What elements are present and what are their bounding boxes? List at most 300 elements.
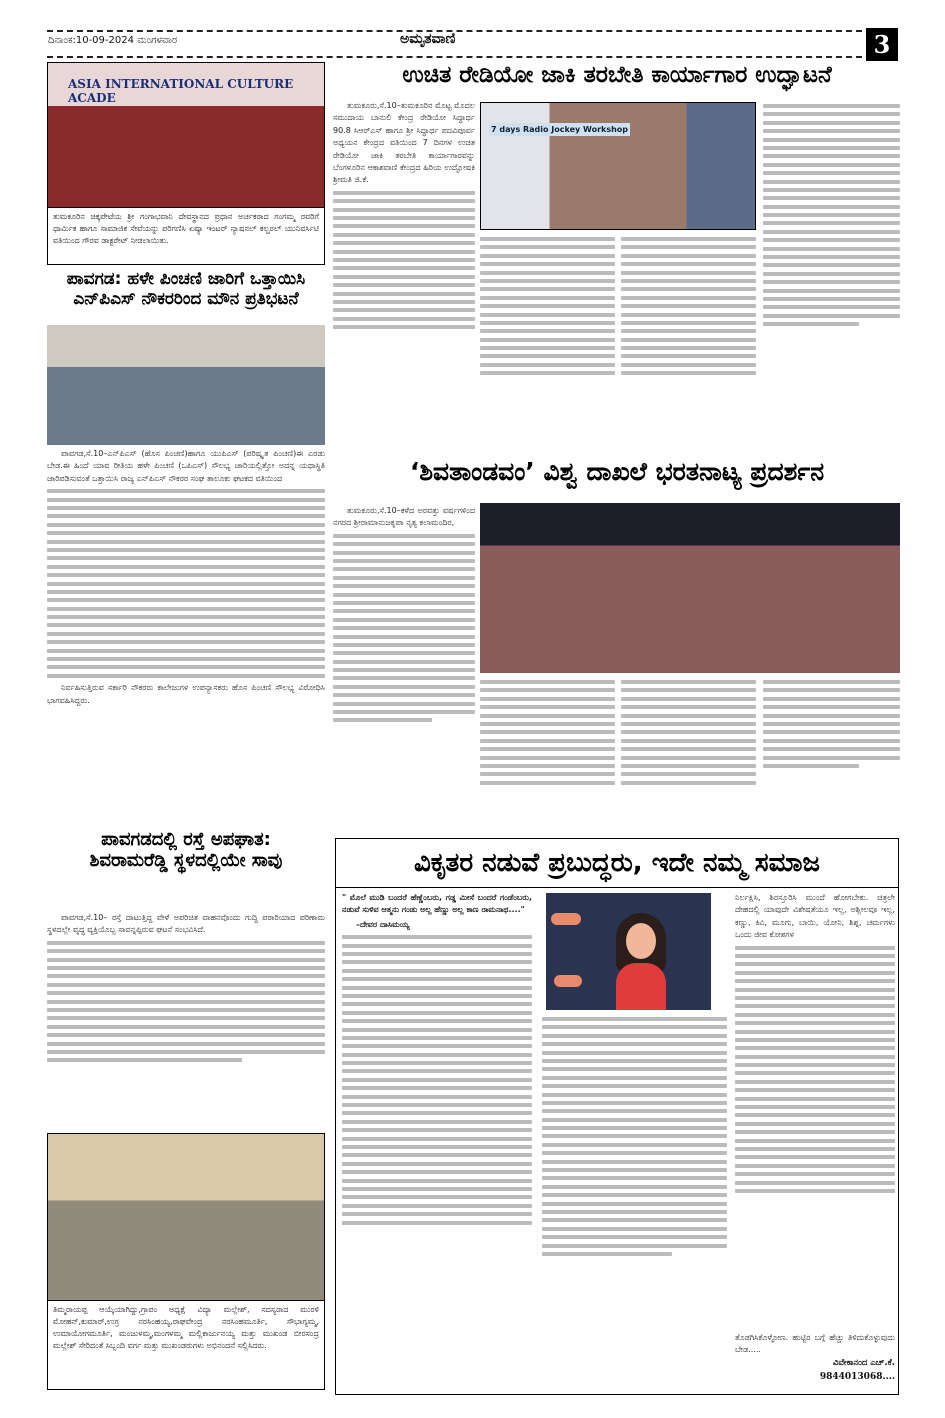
unread-text-line [333, 718, 432, 722]
unread-text-line [333, 609, 475, 613]
unread-text-line [342, 1036, 532, 1040]
unread-text-line [735, 1038, 895, 1042]
unread-text-line [333, 618, 475, 622]
unread-text-line [763, 272, 900, 276]
woman-face-shape [626, 923, 656, 959]
dance-performance-photo [480, 503, 900, 673]
accident-headline [45, 830, 327, 871]
unread-text-line [621, 329, 756, 333]
unread-text-line [333, 191, 475, 195]
paper-name: ಅಮೃತವಾಣಿ [400, 31, 456, 47]
unread-text-line [333, 216, 475, 220]
unread-text-line [333, 643, 475, 647]
unread-text-line [480, 346, 615, 350]
unread-text-line [763, 747, 900, 751]
unread-text-line [763, 247, 900, 251]
unread-text-line [542, 1227, 727, 1231]
unread-text-line [621, 781, 756, 785]
unread-text-line [480, 262, 615, 266]
unread-text-line [47, 632, 325, 636]
unread-text-line [763, 180, 900, 184]
unread-text-line [47, 548, 325, 552]
dance-article-col4 [763, 676, 900, 836]
unread-text-line [621, 321, 756, 325]
unread-text-line [542, 1134, 727, 1138]
unread-text-line [333, 241, 475, 245]
unread-text-line [480, 371, 615, 375]
unread-text-line [763, 146, 900, 150]
unread-text-line [542, 1051, 727, 1055]
unread-text-line [342, 977, 532, 981]
nps-body-lead: ಪಾವಗಡ,ಸೆ.10–ಎನ್‌ಪಿಎಸ್ (ಹೊಸ ಪಿಂಚಣಿ)ಹಾಗೂ ಯುಪಿಎಸ್ (ಪರಿಷ್ಕೃತ ಪಿಂಚಣಿ)ಈ ಎರಡು ಬೇಡ.ಈ ಹಿಂದೆ ಯಾವ ರೀತಿಯ ಹಳೇ ಪಿಂಚಣಿ (ಒಪಿಎಸ್) ಸೌಲಭ್ಯ ಜಾರಿಯಲ್ಲಿತ್ತೋ ಅದನ್ನ ಯಥಾಸ್ಥಿತಿ ಜಾರಿಪಡಿಸುವಂತೆ ಒತ್ತಾಯಿಸಿ ರಾಜ್ಯ ಎನ್‌ಪಿಎಸ್ ನೌಕರರ ಸಂಘ ತಾಲೂಕು ಘಟಕದ ವತಿಯಿಂದ [47, 449, 325, 483]
unread-text-line [47, 983, 325, 987]
unread-text-line [735, 1030, 895, 1034]
unread-text-line [47, 657, 325, 661]
radio-workshop-photo [480, 102, 756, 230]
doctorate-caption: ತುಮಕೂರಿನ ಚಿಕ್ಕಪೇಟೆಯ ಶ್ರೀ ಗಂಗಾಭವಾನಿ ದೇವಸ್ಥಾನದ ಪ್ರಧಾನ ಅರ್ಚಕರಾದ ಗಂಗಮ್ಮ ರವರಿಗೆ ಧಾರ್ಮಿಕ ಹಾಗೂ ಸಾಮಾಜಿಕ ಸೇವೆಯನ್ನು ಪರಿಗಣಿಸಿ ಏಷ್ಯಾ ಇಂಟರ್ ನ್ಯಾಷನಲ್ ಕಲ್ಚರಲ್ ಯುನಿವರ್ಸಿಟಿ ವತಿಯಿಂದ ಗೌರವ ಡಾಕ್ಟರೇಟ್ ನೀಡಲಾಯಿತು. [47, 207, 325, 265]
unread-text-line [763, 213, 900, 217]
unread-text-line [542, 1034, 727, 1038]
unread-text-line [342, 1221, 532, 1225]
unread-text-line [342, 986, 532, 990]
unread-text-line [621, 304, 756, 308]
unread-text-line [542, 1042, 727, 1046]
unread-text-line [735, 954, 895, 958]
unread-text-line [763, 680, 900, 684]
unread-text-line [480, 354, 615, 358]
unread-text-line [342, 1204, 532, 1208]
unread-text-line [542, 1202, 727, 1206]
unread-text-line [47, 489, 325, 493]
unread-text-line [542, 1093, 727, 1097]
unread-text-line [621, 262, 756, 266]
unread-text-line [333, 551, 475, 555]
unread-text-line [480, 363, 615, 367]
unread-text-line [342, 935, 532, 939]
radio-article-col1 [333, 100, 475, 450]
unread-text-line [735, 1172, 895, 1176]
unread-text-line [333, 685, 475, 689]
unread-text-line [333, 660, 475, 664]
unread-text-line [480, 756, 615, 760]
unread-text-line [763, 688, 900, 692]
unread-text-line [735, 1063, 895, 1067]
unread-text-line [763, 739, 900, 743]
unread-text-line [480, 271, 615, 275]
unread-text-line [47, 1033, 325, 1037]
unread-text-line [47, 540, 325, 544]
unread-text-line [47, 665, 325, 669]
unread-text-line [480, 714, 615, 718]
unread-text-line [763, 112, 900, 116]
unread-text-line [735, 1122, 895, 1126]
unread-text-line [47, 958, 325, 962]
unread-text-line [735, 1097, 895, 1101]
unread-text-line [542, 1109, 727, 1113]
unread-text-line [735, 979, 895, 983]
unread-text-line [763, 756, 900, 760]
unread-text-line [621, 688, 756, 692]
unread-text-line [735, 1139, 895, 1143]
unread-text-line [763, 163, 900, 167]
doctorate-photo [47, 62, 325, 208]
unread-text-line [342, 1061, 532, 1065]
society-quote-author: –ದೇವರ ದಾಸಿಮಯ್ಯ [356, 919, 410, 929]
felicitation-caption: ತಿಮ್ಮರಾಯಪ್ಪ ಆಯ್ಕೆಯಾಗಿದ್ದು,ಗ್ರಾಪಂ ಅಧ್ಯಕ್ಷೆ ವಿದ್ಯಾ ಮಲ್ಲೇಶ್, ಸದಸ್ಯರಾದ ಮುರಳಿ ಮೋಹನ್,ಕುಮಾರ್,ಉಗ್ರ ನರಸಿಂಹಯ್ಯ,ರಾಘವೇಂದ್ರ ನರಸಿಂಹಮೂರ್ತಿ, ಸೌಭಾಗ್ಯಮ್ಮ, ಉಮಾಯೋಗಮೂರ್ತಿ, ಮಂಜುಳಮ್ಮ,ಮಂಗಳಮ್ಮ ಮಲ್ಲಿಕಾರ್ಜುನಯ್ಯ ಮತ್ತು ಮುಖಂಡ ಬೀರಸಂದ್ರ ಮಲ್ಲೇಶ್ ಸೇರಿದಂತೆ ಸಿಬ್ಬಂದಿ ವರ್ಗ ಮತ್ತು ಮುಖಂಡರುಗಳು ಅಭಿನಂದನೆ ಸಲ್ಲಿಸಿದರು. [47, 1300, 325, 1390]
unread-text-line [342, 1011, 532, 1015]
unread-text-line [333, 283, 475, 287]
unread-text-line [763, 238, 900, 242]
unread-text-line [342, 1053, 532, 1057]
unread-text-line [735, 1080, 895, 1084]
unread-text-line [621, 772, 756, 776]
unread-text-line [333, 250, 475, 254]
unread-text-line [542, 1076, 727, 1080]
unread-text-line [480, 680, 615, 684]
unread-text-line [542, 1176, 727, 1180]
unread-text-line [333, 534, 475, 538]
author-phone: 9844013068.... [819, 1372, 895, 1382]
unread-text-line [47, 1050, 325, 1054]
unread-text-line [333, 233, 475, 237]
unread-text-line [342, 1212, 532, 1216]
unread-text-line [342, 960, 532, 964]
radio-article-col3 [621, 233, 756, 450]
unread-text-line [735, 1046, 895, 1050]
unread-text-line [763, 764, 859, 768]
unread-text-line [763, 255, 900, 259]
unread-text-line [480, 764, 615, 768]
unread-text-line [621, 705, 756, 709]
unread-text-line [621, 287, 756, 291]
unread-text-line [735, 1130, 895, 1134]
unread-text-line [342, 1086, 532, 1090]
unread-text-line [621, 747, 756, 751]
unread-text-line [542, 1218, 727, 1222]
unread-text-line [47, 1025, 325, 1029]
unread-text-line [621, 237, 756, 241]
unread-text-line [763, 322, 859, 326]
unread-text-line [763, 722, 900, 726]
unread-text-line [480, 688, 615, 692]
hand-icon [551, 913, 581, 925]
unread-text-line [333, 224, 475, 228]
unread-text-line [333, 275, 475, 279]
unread-text-line [480, 296, 615, 300]
unread-text-line [342, 1137, 532, 1141]
unread-text-line [342, 1179, 532, 1183]
unread-text-line [333, 199, 475, 203]
unread-text-line [542, 1151, 727, 1155]
society-article-col1 [342, 892, 532, 1390]
society-col3-lead: ನಿರ್ಲಕ್ಷಿಸಿ, ಶಿರಸ್ತೂರಿಸಿ ಮುಂದೆ ಹೋಗಬೇಕು. ಚಿತ್ರಲೇ ದೇಹದಲ್ಲಿ ಯಾವುದೇ ವಿಶೇಷತೆಯೂ ಇಲ್ಲ, ಅಶ್ಲೀಲವೂ ಇಲ್ಲ, ಕಣ್ಣು, ಕಿವಿ, ಮೂಗು, ಬಾಯಿ, ಯೋನಿ, ಶಿಶ್ನ, ಚರ್ಮಗಳು ಒಂದು ಜೀವ ಕೋಶಗಳ [735, 893, 895, 940]
unread-text-line [621, 697, 756, 701]
unread-text-line [621, 245, 756, 249]
unread-text-line [47, 514, 325, 518]
unread-text-line [621, 739, 756, 743]
unread-text-line [735, 1113, 895, 1117]
unread-text-line [342, 1195, 532, 1199]
unread-text-line [333, 710, 475, 714]
unread-text-line [342, 1145, 532, 1149]
unread-text-line [333, 576, 475, 580]
unread-text-line [763, 138, 900, 142]
unread-text-line [333, 668, 475, 672]
unread-text-line [735, 1155, 895, 1159]
unread-text-line [480, 321, 615, 325]
radio-article-col4 [763, 100, 900, 450]
unread-text-line [735, 1164, 895, 1168]
unread-text-line [735, 1181, 895, 1185]
unread-text-line [763, 221, 900, 225]
unread-text-line [480, 772, 615, 776]
unread-text-line [763, 154, 900, 158]
unread-text-line [480, 722, 615, 726]
unread-text-line [342, 994, 532, 998]
illustration-woman-hands [546, 893, 711, 1010]
unread-text-line [342, 1069, 532, 1073]
unread-text-line [621, 338, 756, 342]
unread-text-line [47, 941, 325, 945]
unread-text-line [333, 266, 475, 270]
unread-text-line [542, 1084, 727, 1088]
dance-article-col3 [621, 676, 756, 836]
issue-date: ದಿನಾಂಕ:10-09-2024 ಮಂಗಳವಾರ [48, 35, 178, 46]
unread-text-line [480, 245, 615, 249]
unread-text-line [621, 354, 756, 358]
dance-article-col2 [480, 676, 615, 836]
unread-text-line [480, 338, 615, 342]
unread-text-line [47, 590, 325, 594]
unread-text-line [763, 129, 900, 133]
unread-text-line [763, 730, 900, 734]
unread-text-line [735, 988, 895, 992]
unread-text-line [333, 584, 475, 588]
unread-text-line [333, 702, 475, 706]
unread-text-line [47, 565, 325, 569]
unread-text-line [47, 991, 325, 995]
unread-text-line [480, 279, 615, 283]
unread-text-line [621, 271, 756, 275]
unread-text-line [763, 205, 900, 209]
unread-text-line [480, 313, 615, 317]
unread-text-line [47, 582, 325, 586]
accident-body-lead: ಪಾವಗಡ,ಸೆ.10– ರಸ್ತೆ ದಾಟುತ್ತಿದ್ದ ವೇಳೆ ಅಪರಿಚಿತ ವಾಹನವೊಂದು ಗುದ್ದಿ ಪರಾರಿಯಾದ ಪರಿಣಾಮ ಸ್ಥಳದಲ್ಲೇ ವೃದ್ಧ ವ್ಯಕ್ತಿಯೊಬ್ಬ ಸಾವನ್ನಪ್ಪಿರುವ ಘಟನೆ ಸಂಭವಿಸಿದೆ. [47, 913, 325, 935]
unread-text-line [542, 1017, 727, 1021]
unread-text-line [763, 263, 900, 267]
unread-text-line [342, 1028, 532, 1032]
radio-body-lead: ತುಮಕೂರು,ಸೆ.10–ತುಮಕೂರಿನ ಮೊಟ್ಟ ಮೊದಲ ಸಮುದಾಯ ಬಾನುಲಿ ಕೇಂದ್ರ ರೇಡಿಯೋ ಸಿದ್ಧಾರ್ಥ 90.8 ಸಿಆರ್‌ಎಸ್ ಹಾಗೂ ಶ್ರೀ ಸಿದ್ಧಾರ್ಥ ಪದವಿಪೂರ್ವ ಅಧ್ಯಯನ ಕೇಂದ್ರದ ವತಿಯಿಂದ 7 ದಿನಗಳ ಉಚಿತ ರೇಡಿಯೋ ಜಾಕಿ ತರಬೇತಿ ಕಾರ್ಯಾಗಾರವನ್ನು ಬೆಂಗಳೂರಿನ ಆಕಾಶವಾಣಿ ಕೇಂದ್ರದ ಹಿರಿಯ ಉದ್ಘೋಷಕಿ ಶ್ರೀಮತಿ ಜಿ.ಕೆ. [333, 101, 475, 185]
unread-text-line [480, 329, 615, 333]
unread-text-line [342, 1120, 532, 1124]
unread-text-line [480, 781, 615, 785]
unread-text-line [333, 676, 475, 680]
society-quote: " ಮೊಲೆ ಮುಡಿ ಬಂದರೆ ಹೆಣ್ಣೆಂಬರು, ಗಡ್ಡ ಮೀಸೆ ಬಂದರೆ ಗಂಡೆಂಬರು, ನಡುವೆ ಸುಳಿವ ಆತ್ಮನು ಗಂಡು ಅಲ್ಲ ಹೆಣ್ಣು ಅಲ್ಲ ಕಾಣ ರಾಮನಾಥ...." [342, 893, 532, 915]
unread-text-line [735, 1088, 895, 1092]
unread-text-line [763, 305, 900, 309]
unread-text-line [333, 292, 475, 296]
unread-text-line [542, 1025, 727, 1029]
unread-text-line [621, 363, 756, 367]
unread-text-line [735, 971, 895, 975]
unread-text-line [542, 1252, 672, 1256]
unread-text-line [735, 996, 895, 1000]
unread-text-line [342, 1019, 532, 1023]
unread-text-line [47, 1058, 242, 1062]
unread-text-line [47, 607, 325, 611]
unread-text-line [763, 705, 900, 709]
unread-text-line [342, 1103, 532, 1107]
society-headline: ವಿಕೃತರ ನಡುವೆ ಪ್ರಬುದ್ಧರು, ಇದೇ ನಮ್ಮ ಸಮಾಜ [336, 840, 898, 888]
unread-text-line [542, 1143, 727, 1147]
unread-text-line [542, 1101, 727, 1105]
unread-text-line [480, 730, 615, 734]
unread-text-line [342, 1162, 532, 1166]
unread-text-line [735, 962, 895, 966]
unread-text-line [480, 237, 615, 241]
unread-text-line [47, 523, 325, 527]
unread-text-line [763, 104, 900, 108]
unread-text-line [47, 531, 325, 535]
unread-text-line [763, 188, 900, 192]
unread-text-line [47, 1042, 325, 1046]
society-col3-end: ತೊಡಗಿಸಿಕೊಳ್ಳೋಣ. ಹುಟ್ಟಿರ ಬಗ್ಗೆ ಹೆಚ್ಚು ತಿಳಿದುಕೊಳ್ಳುವುದು ಬೇಡ..... [735, 1333, 895, 1355]
unread-text-line [763, 171, 900, 175]
unread-text-line [763, 297, 900, 301]
unread-text-line [480, 705, 615, 709]
unread-text-line [47, 556, 325, 560]
unread-text-line [47, 615, 325, 619]
unread-text-line [47, 974, 325, 978]
unread-text-line [342, 1153, 532, 1157]
photo-banner-text: ASIA INTERNATIONAL CULTURE ACADE [68, 77, 294, 105]
unread-text-line [735, 946, 895, 950]
accident-headline-line2: ಶಿವರಾಮರೆಡ್ಡಿ ಸ್ಥಳದಲ್ಲಿಯೇ ಸಾವು [89, 849, 283, 871]
page-number: 3 [866, 28, 898, 61]
unread-text-line [480, 287, 615, 291]
unread-text-line [342, 1044, 532, 1048]
radio-article-col2 [480, 233, 615, 450]
unread-text-line [47, 949, 325, 953]
hand-icon [554, 975, 582, 987]
unread-text-line [342, 1078, 532, 1082]
header-rule [47, 56, 862, 58]
unread-text-line [621, 730, 756, 734]
unread-text-line [542, 1235, 727, 1239]
unread-text-line [480, 739, 615, 743]
unread-text-line [735, 1189, 895, 1193]
unread-text-line [763, 697, 900, 701]
unread-text-line [621, 313, 756, 317]
dance-headline: ‘ಶಿವತಾಂಡವಂ’ ವಿಶ್ವ ದಾಖಲೆ ಭರತನಾಟ್ಯ ಪ್ರದರ್ಶನ [409, 457, 825, 486]
unread-text-line [47, 498, 325, 502]
nps-article-body [47, 448, 325, 820]
unread-text-line [47, 506, 325, 510]
unread-text-line [542, 1118, 727, 1122]
unread-text-line [735, 1147, 895, 1151]
unread-text-line [47, 623, 325, 627]
nps-headline [45, 270, 327, 309]
nps-protest-photo [47, 325, 325, 445]
unread-text-line [763, 121, 900, 125]
unread-text-line [621, 714, 756, 718]
dance-body-lead: ತುಮಕೂರು,ಸೆ.10–ಕಳೆದ ಅರವತ್ತು ವರ್ಷಗಳಿಂದ ನಗರದ ಶ್ರೀರಾಮಾನುಜಕೃಪಾ ನೃತ್ಯ ಕಲಾಮಂದಿರ, [333, 506, 475, 528]
unread-text-line [47, 966, 325, 970]
woman-dress-shape [616, 963, 666, 1010]
unread-text-line [333, 635, 475, 639]
nps-headline-line1: ಪಾವಗಡ: ಹಳೇ ಪಿಂಚಣಿ ಜಾರಿಗೆ ಒತ್ತಾಯಿಸಿ [66, 269, 306, 289]
unread-text-line [735, 1105, 895, 1109]
unread-text-line [542, 1160, 727, 1164]
unread-text-line [542, 1126, 727, 1130]
unread-text-line [47, 1008, 325, 1012]
unread-text-line [342, 1128, 532, 1132]
unread-text-line [621, 279, 756, 283]
unread-text-line [342, 944, 532, 948]
dance-article-col1 [333, 505, 475, 835]
author-name: ವಿವೇಕಾನಂದ ಎಚ್.ಕೆ. [832, 1358, 895, 1368]
unread-text-line [542, 1193, 727, 1197]
unread-text-line [621, 756, 756, 760]
unread-text-line [333, 325, 475, 329]
nps-body-end: ನಿರ್ವಹಿಸುತ್ತಿರುವ ಸರ್ಕಾರಿ ನೌಕರರು ಕಾಲೇಜುಗಳ ಉಪನ್ಯಾಸಕರು ಹೊಸ ಪಿಂಚಣಿ ಸೌಲಭ್ಯ ವಿರೋಧಿಸಿ ಭಾಗವಹಿಸಿದ್ದರು. [47, 683, 325, 705]
unread-text-line [480, 304, 615, 308]
unread-text-line [542, 1059, 727, 1063]
unread-text-line [333, 300, 475, 304]
unread-text-line [621, 764, 756, 768]
unread-text-line [333, 258, 475, 262]
unread-text-line [333, 308, 475, 312]
unread-text-line [342, 1002, 532, 1006]
unread-text-line [47, 674, 325, 678]
unread-text-line [342, 1095, 532, 1099]
unread-text-line [342, 952, 532, 956]
felicitation-photo [47, 1133, 325, 1301]
unread-text-line [333, 567, 475, 571]
unread-text-line [735, 1021, 895, 1025]
workshop-banner: 7 days Radio Jockey Workshop [491, 125, 629, 134]
unread-text-line [763, 289, 900, 293]
unread-text-line [621, 346, 756, 350]
unread-text-line [621, 722, 756, 726]
unread-text-line [333, 317, 475, 321]
unread-text-line [542, 1244, 727, 1248]
unread-text-line [333, 626, 475, 630]
unread-text-line [47, 1016, 325, 1020]
accident-headline-line1: ಪಾವಗಡದಲ್ಲಿ ರಸ್ತೆ ಅಪಘಾತ: [101, 829, 271, 850]
unread-text-line [735, 1071, 895, 1075]
unread-text-line [621, 296, 756, 300]
unread-text-line [735, 1004, 895, 1008]
unread-text-line [621, 371, 756, 375]
unread-text-line [342, 1111, 532, 1115]
unread-text-line [763, 280, 900, 284]
society-article-col2 [542, 1013, 727, 1390]
unread-text-line [621, 680, 756, 684]
unread-text-line [333, 693, 475, 697]
unread-text-line [480, 254, 615, 258]
unread-text-line [542, 1185, 727, 1189]
unread-text-line [342, 969, 532, 973]
unread-text-line [333, 651, 475, 655]
unread-text-line [763, 314, 900, 318]
unread-text-line [333, 601, 475, 605]
unread-text-line [542, 1210, 727, 1214]
unread-text-line [480, 747, 615, 751]
unread-text-line [621, 254, 756, 258]
unread-text-line [47, 573, 325, 577]
unread-text-line [480, 697, 615, 701]
